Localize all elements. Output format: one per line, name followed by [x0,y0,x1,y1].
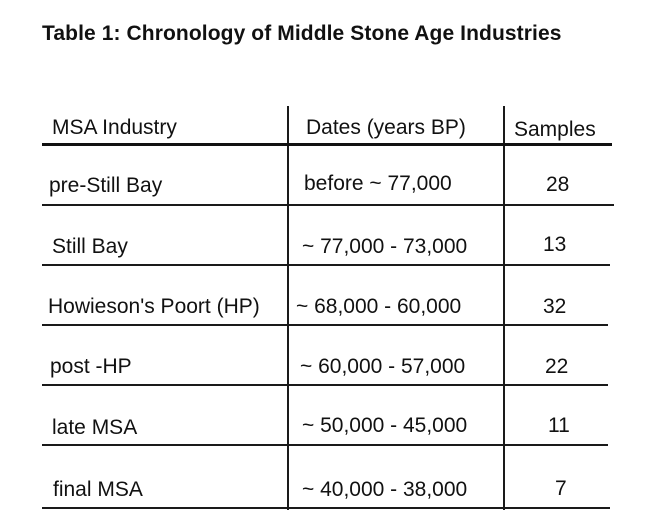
dates-cell: ~ 50,000 - 45,000 [302,414,468,437]
samples-cell: 7 [555,477,567,500]
row-rule-6 [42,507,610,509]
industry-cell: pre-Still Bay [49,174,163,197]
column-divider-2 [503,106,505,510]
dates-cell: ~ 60,000 - 57,000 [300,355,466,378]
row-rule-5 [42,444,608,446]
industry-cell: Howieson's Poort (HP) [48,295,260,318]
industry-cell: final MSA [53,478,143,501]
dates-cell: before ~ 77,000 [304,172,452,195]
industry-cell: late MSA [52,416,138,439]
column-header-dates: Dates (years BP) [306,116,466,139]
dates-cell: ~ 77,000 - 73,000 [302,235,468,258]
row-rule-1 [42,204,614,206]
samples-cell: 11 [548,414,570,437]
row-rule-4 [42,384,608,386]
samples-cell: 22 [545,355,569,378]
dates-cell: ~ 40,000 - 38,000 [302,478,468,501]
dates-cell: ~ 68,000 - 60,000 [296,295,462,318]
row-rule-3 [42,324,608,326]
table-title: Table 1: Chronology of Middle Stone Age Industries [42,22,562,45]
row-rule-2 [42,264,610,266]
samples-cell: 28 [546,173,570,196]
samples-cell: 13 [543,233,567,256]
industry-cell: post -HP [50,355,132,378]
samples-cell: 32 [543,295,567,318]
industry-cell: Still Bay [52,235,128,258]
column-divider-1 [287,106,289,510]
header-rule [42,143,612,146]
column-header-industry: MSA Industry [52,116,177,139]
column-header-samples: Samples [514,118,596,141]
